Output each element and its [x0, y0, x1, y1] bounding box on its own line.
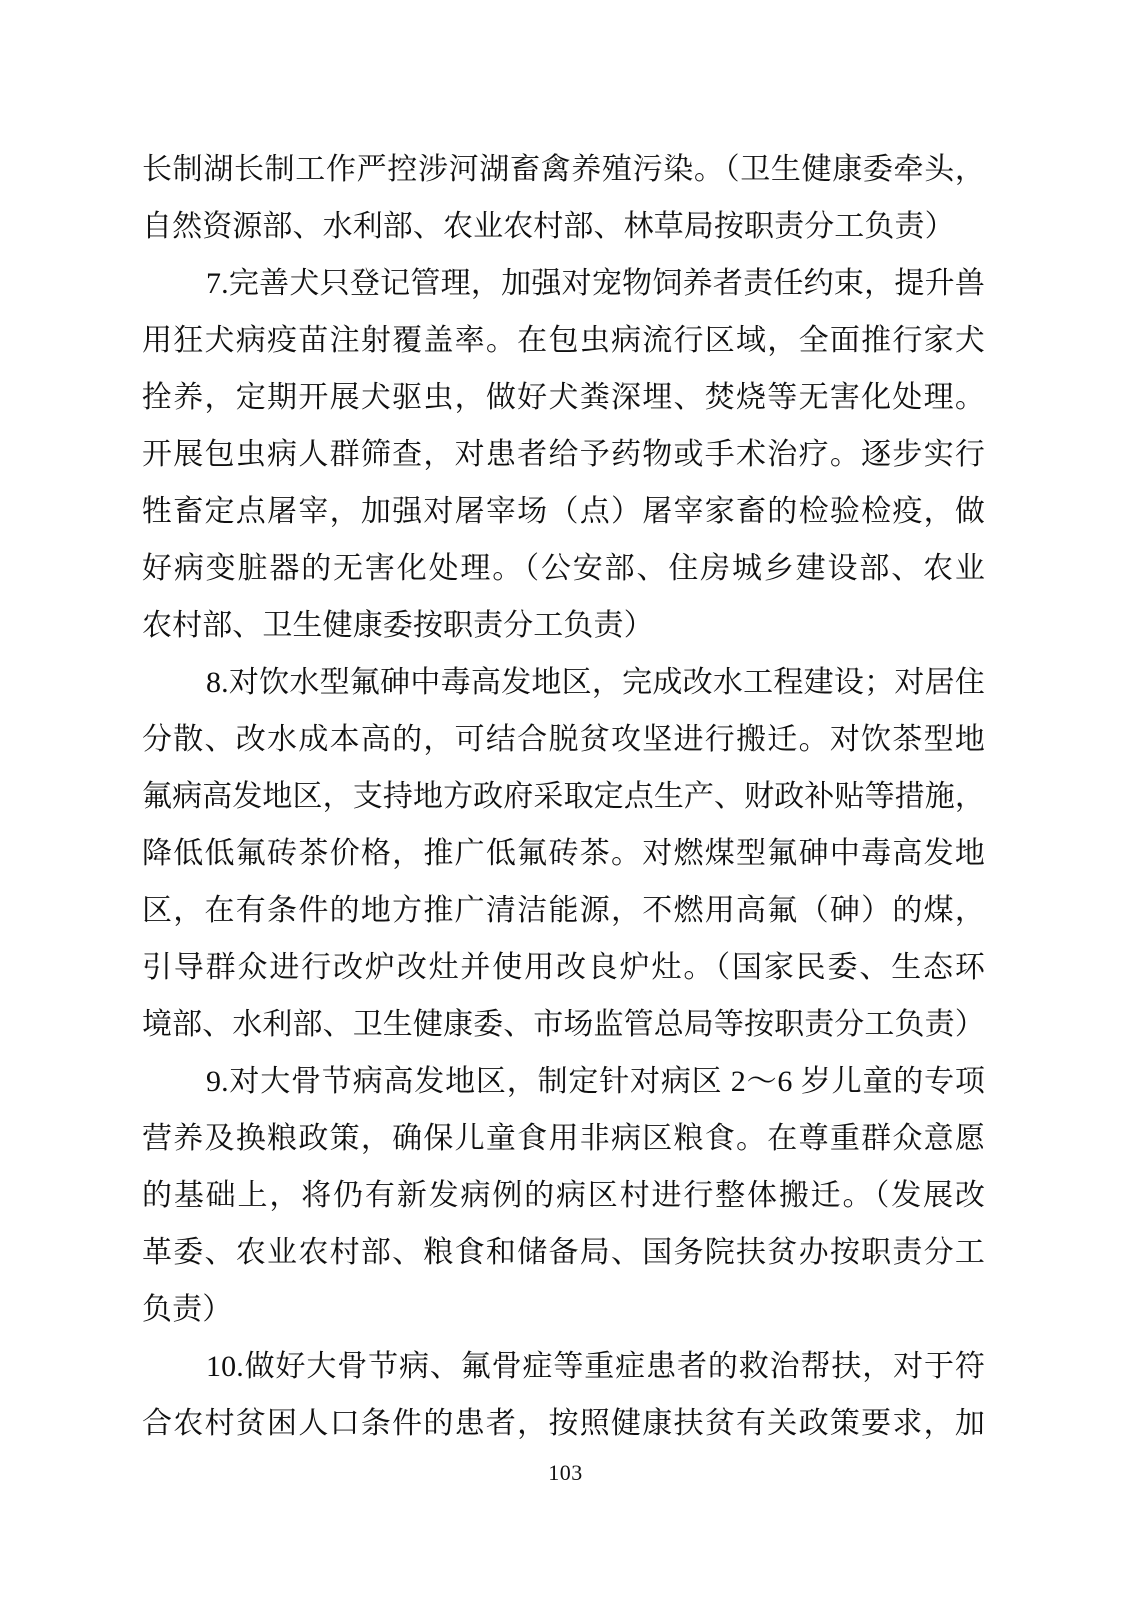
- text-line: 开展包虫病人群筛查，对患者给予药物或手术治疗。逐步实行: [142, 438, 985, 471]
- text-line: 境部、水利部、卫生健康委、市场监管总局等按职责分工负责）: [142, 1008, 985, 1041]
- text-line: 分散、改水成本高的，可结合脱贫攻坚进行搬迁。对饮茶型地: [142, 723, 985, 756]
- text-line: 氟病高发地区，支持地方政府采取定点生产、财政补贴等措施，: [142, 780, 985, 813]
- text-line: 10.做好大骨节病、氟骨症等重症患者的救治帮扶，对于符: [206, 1350, 985, 1383]
- text-line: 农村部、卫生健康委按职责分工负责）: [142, 609, 654, 642]
- text-line: 的基础上，将仍有新发病例的病区村进行整体搬迁。（发展改: [142, 1179, 985, 1212]
- page-number: 103: [548, 1460, 583, 1485]
- text-line: 自然资源部、水利部、农业农村部、林草局按职责分工负责）: [142, 210, 955, 243]
- text-line: 引导群众进行改炉改灶并使用改良炉灶。（国家民委、生态环: [142, 951, 985, 984]
- text-line: 革委、农业农村部、粮食和储备局、国务院扶贫办按职责分工: [142, 1236, 985, 1269]
- text-line: 降低低氟砖茶价格，推广低氟砖茶。对燃煤型氟砷中毒高发地: [142, 837, 985, 870]
- text-line: 好病变脏器的无害化处理。（公安部、住房城乡建设部、农业: [142, 552, 985, 585]
- text-line: 拴养，定期开展犬驱虫，做好犬粪深埋、焚烧等无害化处理。: [142, 381, 985, 414]
- text-line: 7.完善犬只登记管理，加强对宠物饲养者责任约束，提升兽: [206, 267, 985, 300]
- text-line: 9.对大骨节病高发地区，制定针对病区 2～6 岁儿童的专项: [206, 1065, 985, 1098]
- document-body: [142, 141, 985, 1452]
- text-line: 长制湖长制工作严控涉河湖畜禽养殖污染。（卫生健康委牵头，: [142, 153, 985, 186]
- text-line: 负责）: [142, 1293, 233, 1326]
- text-line: 营养及换粮政策，确保儿童食用非病区粮食。在尊重群众意愿: [142, 1122, 985, 1155]
- text-line: 合农村贫困人口条件的患者，按照健康扶贫有关政策要求，加: [142, 1407, 985, 1440]
- text-line: 8.对饮水型氟砷中毒高发地区，完成改水工程建设；对居住: [206, 666, 985, 699]
- text-line: 用狂犬病疫苗注射覆盖率。在包虫病流行区域，全面推行家犬: [142, 324, 985, 357]
- text-line: 牲畜定点屠宰，加强对屠宰场（点）屠宰家畜的检验检疫，做: [142, 495, 985, 528]
- text-line: 区，在有条件的地方推广清洁能源，不燃用高氟（砷）的煤，: [142, 894, 985, 927]
